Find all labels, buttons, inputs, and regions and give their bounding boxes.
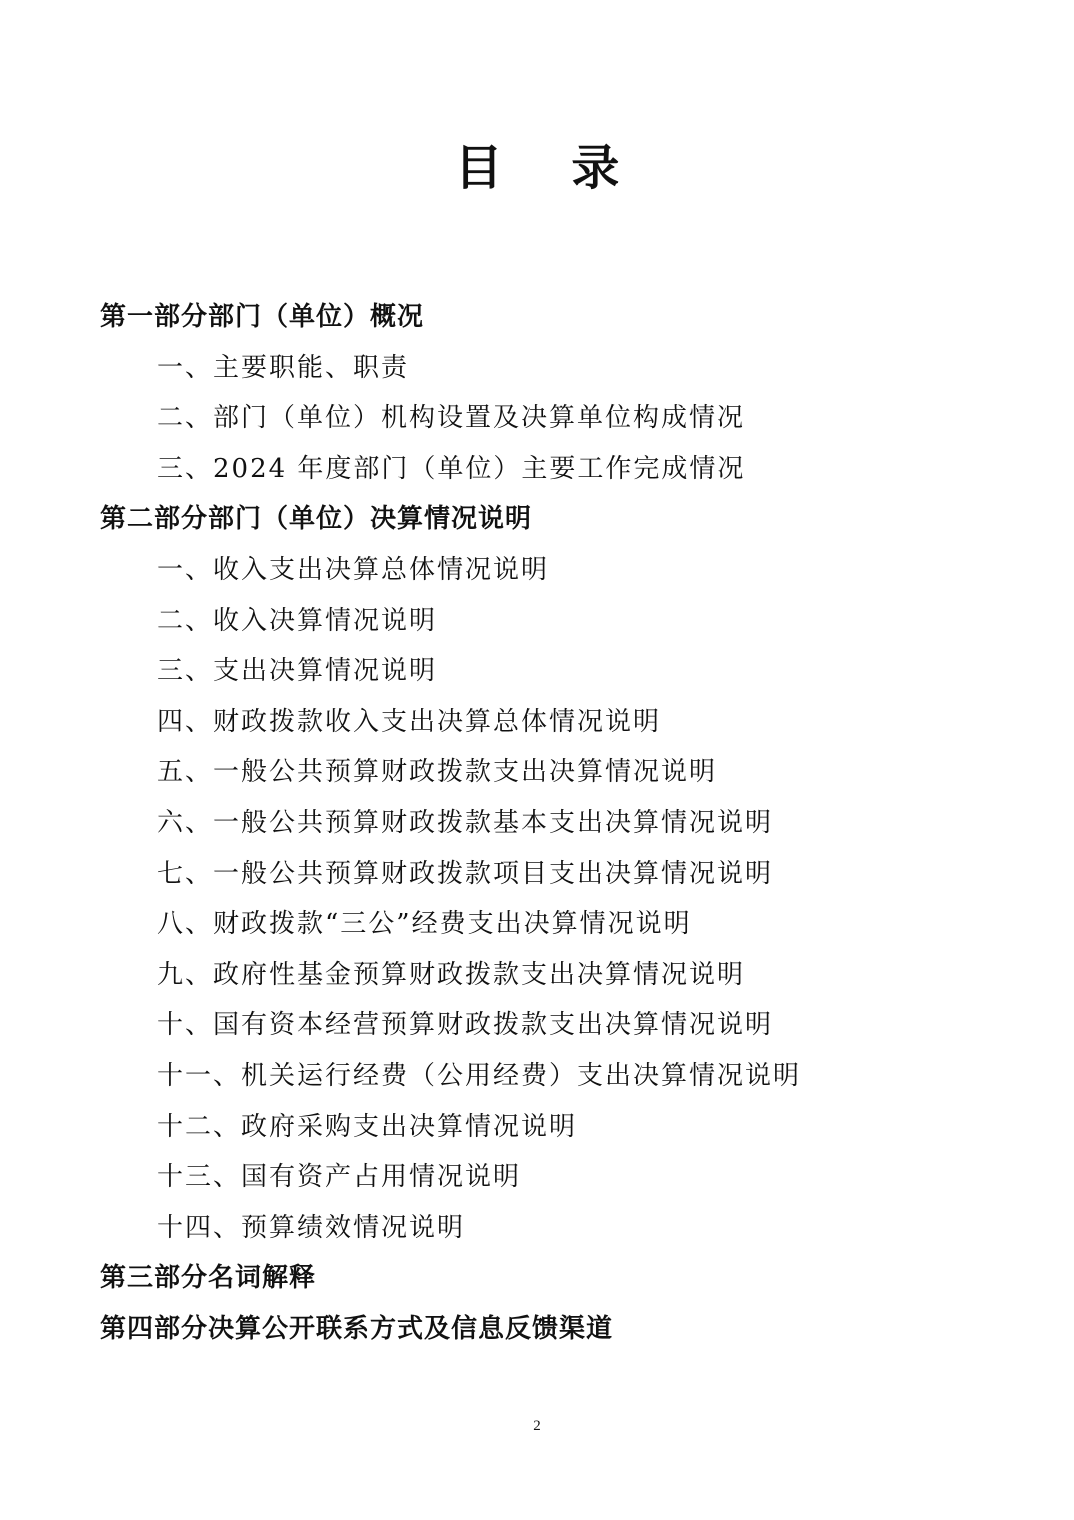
toc-section-2-11[interactable]: 十一、机关运行经费（公用经费）支出决算情况说明	[157, 1060, 802, 1091]
toc-section-2-13[interactable]: 十三、国有资产占用情况说明	[157, 1162, 522, 1193]
toc-section-2-9[interactable]: 九、政府性基金预算财政拨款支出决算情况说明	[157, 959, 746, 990]
toc-section-2-2[interactable]: 二、收入决算情况说明	[157, 605, 438, 636]
toc-section-2-12[interactable]: 十二、政府采购支出决算情况说明	[157, 1111, 578, 1142]
toc-section-1-1[interactable]: 一、主要职能、职责	[157, 352, 410, 383]
page-number: 2	[533, 1418, 541, 1434]
toc-section-2-5[interactable]: 五、一般公共预算财政拨款支出决算情况说明	[157, 757, 718, 788]
table-of-contents	[0, 292, 1074, 1354]
toc-part-1-title[interactable]: 第一部分部门（单位）概况	[100, 302, 425, 332]
toc-section-2-3[interactable]: 三、支出决算情况说明	[157, 656, 438, 687]
toc-section-2-1[interactable]: 一、收入支出决算总体情况说明	[157, 554, 550, 585]
toc-part-2-title[interactable]: 第二部分部门（单位）决算情况说明	[100, 504, 533, 535]
toc-section-2-6[interactable]: 六、一般公共预算财政拨款基本支出决算情况说明	[157, 807, 774, 838]
page-title: 目 录	[454, 140, 646, 196]
toc-section-2-14[interactable]: 十四、预算绩效情况说明	[157, 1212, 466, 1243]
toc-section-2-4[interactable]: 四、财政拨款收入支出决算总体情况说明	[157, 706, 662, 737]
toc-section-2-7[interactable]: 七、一般公共预算财政拨款项目支出决算情况说明	[157, 858, 774, 889]
toc-part-3-title[interactable]: 第三部分名词解释	[100, 1263, 317, 1294]
toc-part-4-title[interactable]: 第四部分决算公开联系方式及信息反馈渠道	[100, 1313, 614, 1344]
toc-section-2-10[interactable]: 十、国有资本经营预算财政拨款支出决算情况说明	[157, 1010, 774, 1041]
toc-section-2-8[interactable]: 八、财政拨款“三公”经费支出决算情况说明	[157, 909, 692, 940]
toc-section-1-3[interactable]: 三、2024 年度部门（单位）主要工作完成情况	[157, 453, 746, 484]
toc-section-1-2[interactable]: 二、部门（单位）机构设置及决算单位构成情况	[157, 403, 746, 434]
